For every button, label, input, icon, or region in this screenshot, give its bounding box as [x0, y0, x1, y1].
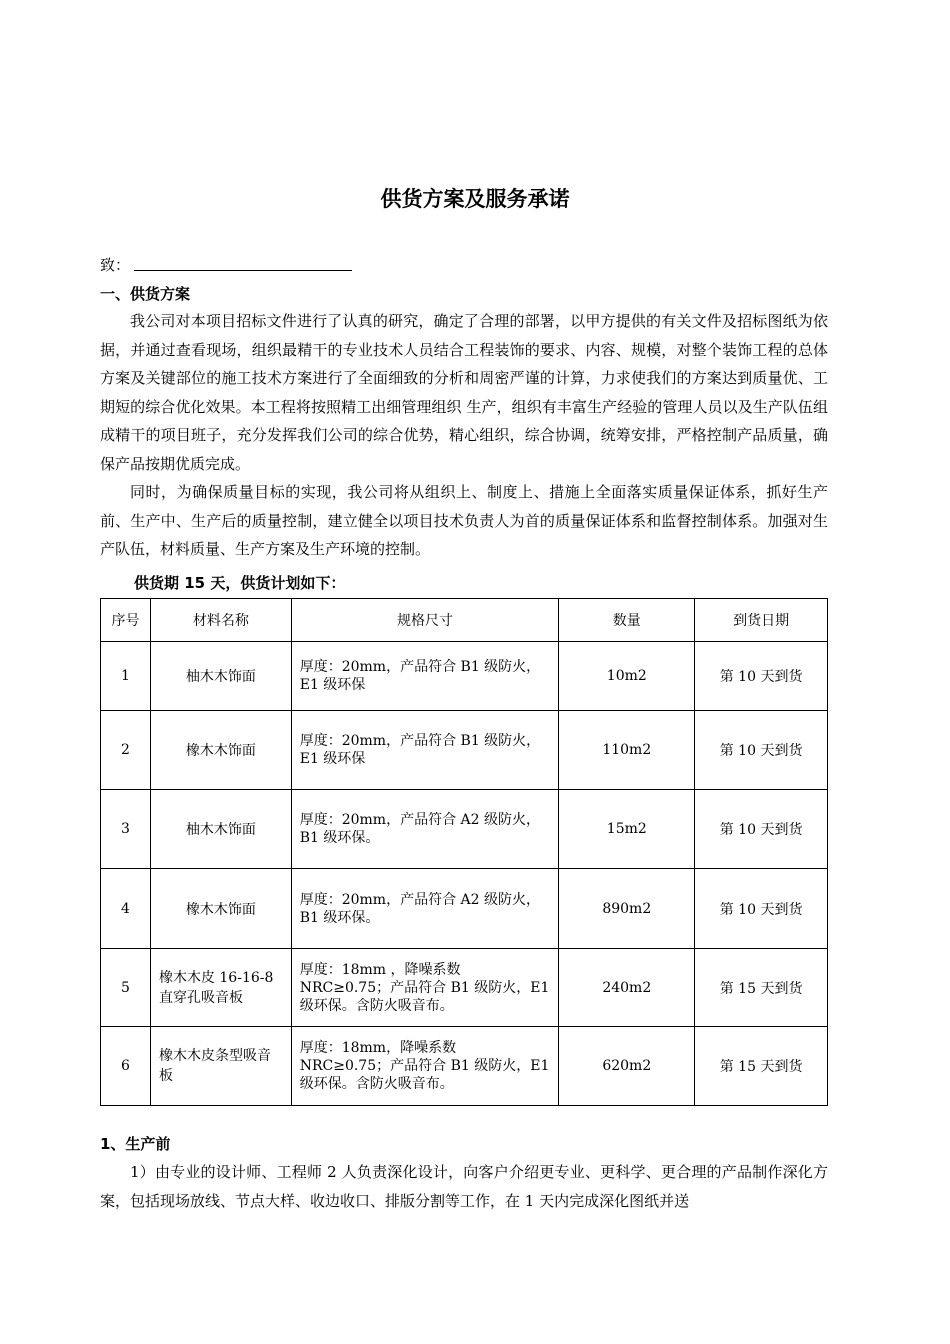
cell-arrival-date: 第 10 天到货	[695, 869, 828, 949]
table-row	[101, 869, 828, 949]
cell-no: 5	[101, 949, 151, 1027]
cell-no: 2	[101, 711, 151, 790]
table-header-row	[101, 599, 828, 642]
section-heading-pre-production: 1、生产前	[100, 1135, 171, 1153]
cell-specification: 厚度：18mm ，降噪系数 NRC≥0.75；产品符合 B1 级防火，E1 级环保。含防火吸音布。	[291, 949, 559, 1027]
table-row	[101, 711, 828, 790]
header-no: 序号	[101, 599, 151, 642]
supply-schedule-table	[100, 598, 828, 1106]
cell-specification: 厚度：20mm，产品符合 B1 级防火，E1 级环保	[291, 642, 559, 711]
cell-arrival-date: 第 15 天到货	[695, 1027, 828, 1106]
supply-plan-caption: 供货期 15 天，供货计划如下：	[134, 574, 346, 592]
cell-no: 1	[101, 642, 151, 711]
recipient-label: 致：	[100, 256, 131, 274]
cell-quantity: 110m2	[559, 711, 695, 790]
table-row	[101, 642, 828, 711]
cell-material-name: 柚木木饰面	[150, 642, 291, 711]
cell-quantity: 890m2	[559, 869, 695, 949]
cell-material-name: 橡木木皮 16-16-8 直穿孔吸音板	[150, 949, 291, 1027]
cell-material-name: 橡木木皮条型吸音板	[150, 1027, 291, 1106]
cell-arrival-date: 第 10 天到货	[695, 711, 828, 790]
cell-quantity: 10m2	[559, 642, 695, 711]
table-row	[101, 1027, 828, 1106]
cell-arrival-date: 第 15 天到货	[695, 949, 828, 1027]
header-quantity: 数量	[559, 599, 695, 642]
cell-specification: 厚度：20mm，产品符合 A2 级防火，B1 级环保。	[291, 790, 559, 869]
table-row	[101, 790, 828, 869]
cell-no: 6	[101, 1027, 151, 1106]
cell-specification: 厚度：20mm，产品符合 A2 级防火，B1 级环保。	[291, 869, 559, 949]
cell-quantity: 620m2	[559, 1027, 695, 1106]
cell-arrival-date: 第 10 天到货	[695, 642, 828, 711]
paragraph-pre-production: 1）由专业的设计师、工程师 2 人负责深化设计，向客户介绍更专业、更科学、更合理的产品制作深化方案，包括现场放线、节点大样、收边收口、排版分割等工作，在 1 天内完成深化图纸并送	[100, 1163, 828, 1210]
cell-no: 3	[101, 790, 151, 869]
cell-material-name: 橡木木饰面	[150, 869, 291, 949]
header-arrival-date: 到货日期	[695, 599, 828, 642]
cell-specification: 厚度：20mm，产品符合 B1 级防火，E1 级环保	[291, 711, 559, 790]
cell-no: 4	[101, 869, 151, 949]
paragraph-quality-assurance: 同时，为确保质量目标的实现，我公司将从组织上、制度上、措施上全面落实质量保证体系，抓好生产前、生产中、生产后的质量控制，建立健全以项目技术负责人为首的质量保证体系和监督控制体系。加强对生产队伍，材料质量、生产方案及生产环境的控制。	[100, 483, 828, 558]
cell-quantity: 240m2	[559, 949, 695, 1027]
table-row	[101, 949, 828, 1027]
cell-material-name: 柚木木饰面	[150, 790, 291, 869]
recipient-blank-line	[134, 270, 352, 271]
header-specification: 规格尺寸	[291, 599, 559, 642]
paragraph-supply-plan: 我公司对本项目招标文件进行了认真的研究，确定了合理的部署，以甲方提供的有关文件及招标图纸为依据，并通过查看现场，组织最精干的专业技术人员结合工程装饰的要求、内容、规模，对整个装饰工程的总体方案及关键部位的施工技术方案进行了全面细致的分析和周密严谨的计算，力求使我们的方案达到质量优、工期短的综合优化效果。本工程将按照精工出细管理组织 生产，组织有丰富生产经验的管理人员以及生产队伍组成精干的项目班子，充分发挥我们公司的综合优势，精心组织，综合协调，统筹安排，严格控制产品质量，确保产品按期优质完成。	[100, 312, 828, 473]
document-title: 供货方案及服务承诺	[380, 187, 570, 211]
cell-quantity: 15m2	[559, 790, 695, 869]
cell-material-name: 橡木木饰面	[150, 711, 291, 790]
section-heading-supply-plan: 一、供货方案	[100, 285, 191, 303]
cell-specification: 厚度：18mm，降噪系数 NRC≥0.75；产品符合 B1 级防火，E1 级环保。含防火吸音布。	[291, 1027, 559, 1106]
cell-arrival-date: 第 10 天到货	[695, 790, 828, 869]
header-material-name: 材料名称	[150, 599, 291, 642]
